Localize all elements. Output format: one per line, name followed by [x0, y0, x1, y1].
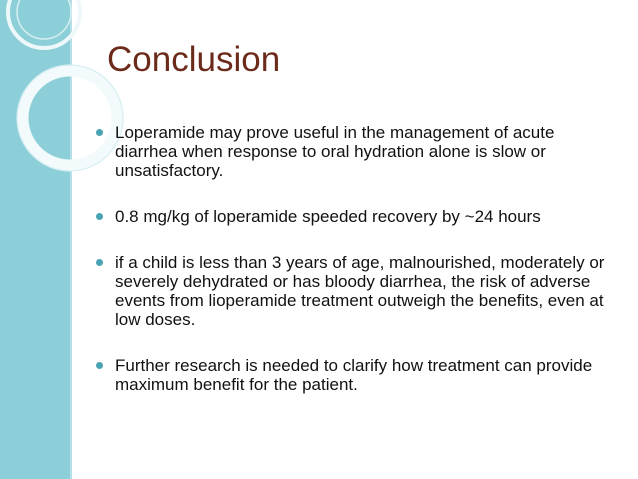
decorative-ring-top [8, 0, 80, 48]
decorative-ring-top-inner [17, 0, 71, 39]
bullet-item [96, 207, 616, 226]
bullet-item [96, 123, 616, 180]
bullet-item [96, 356, 616, 394]
bullet-dot-icon [96, 213, 103, 220]
slide-title: Conclusion [107, 40, 281, 79]
bullet-text: 0.8 mg/kg of loperamide speeded recovery by ~24 hours [115, 207, 541, 226]
bullet-item [96, 253, 616, 329]
bullet-dot-icon [96, 129, 103, 136]
bullet-text: Loperamide may prove useful in the management of acute diarrhea when response to oral hydration alone is slow or unsatisfactory. [115, 123, 555, 180]
bullet-text: if a child is less than 3 years of age, malnourished, moderately or severely dehydrated or has bloody diarrhea, the risk of adverse events from lioperamide treatment outweigh the benefits, even at low doses. [115, 253, 605, 329]
bullet-list [96, 123, 616, 421]
bullet-text: Further research is needed to clarify how treatment can provide maximum benefit for the patient. [115, 356, 593, 394]
bullet-dot-icon [96, 259, 103, 266]
bullet-dot-icon [96, 362, 103, 369]
